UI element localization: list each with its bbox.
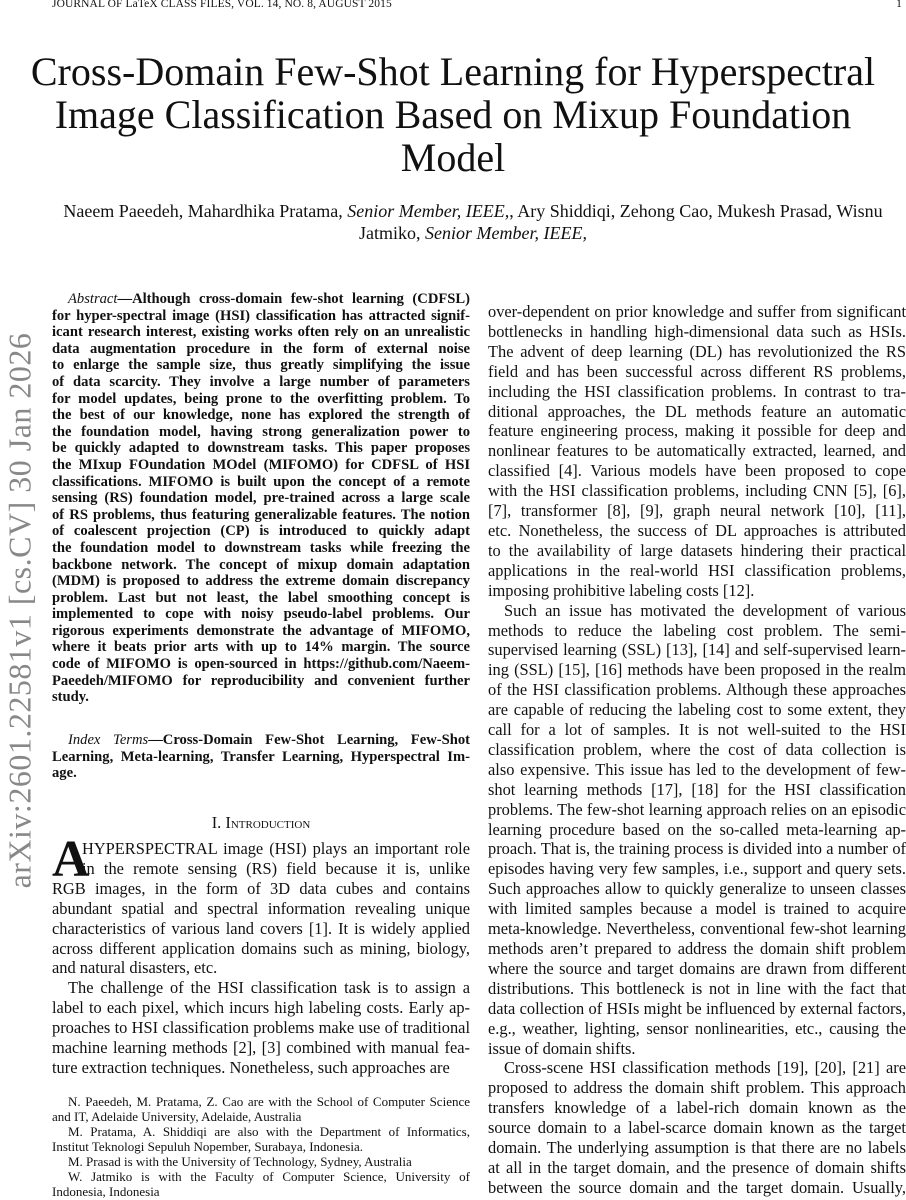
paragraph-line bbox=[488, 521, 906, 541]
line-text: The advent of deep learning (DL) has revolutionized the RS bbox=[488, 341, 906, 361]
line-text: proaches to HSI classification problems make use of traditional bbox=[52, 1018, 470, 1038]
line-text: rigorous experiments demonstrate the advantage of MIFOMO, bbox=[52, 622, 470, 639]
title-line: Image Classification Based on Mixup Foundation bbox=[54, 92, 852, 137]
line-text: learning procedure based on the so-called meta-learning ap- bbox=[488, 819, 906, 839]
line-text: sensing (RS) foundation model, pre-trained across a large scale bbox=[52, 490, 470, 507]
line-text: where it beats prior arts with up to 14% margin. The source bbox=[52, 639, 470, 656]
line-text: issue of domain shifts. bbox=[488, 1038, 636, 1058]
paragraph-line bbox=[488, 441, 906, 461]
abstract-line bbox=[52, 507, 470, 524]
page-number: 1 bbox=[896, 0, 902, 10]
line-text: transfers knowledge of a label-rich domain known as the bbox=[488, 1098, 906, 1118]
abstract-line bbox=[52, 357, 470, 374]
line-text: characteristics of various land covers [1]. It is widely applied bbox=[52, 918, 470, 938]
line-text: N. Paeedeh, M. Pratama, Z. Cao are with the School of Computer Science bbox=[68, 1094, 470, 1109]
line-text: —Although cross-domain few-shot learning (CDFSL) bbox=[117, 291, 470, 307]
abstract-line bbox=[52, 623, 470, 640]
paragraph-line bbox=[52, 1058, 470, 1078]
authors-text: , Ary Shiddiqi, Zehong Cao, Mukesh Prasad, Wisnu bbox=[509, 201, 883, 221]
paragraph-line bbox=[52, 998, 470, 1018]
line-text: data collection of HSIs might be influenced by external factors, bbox=[488, 998, 906, 1018]
line-text: episodes having very few samples, i.e., support and query sets. bbox=[488, 859, 906, 879]
line-text: the foundation model, having strong generalization power to bbox=[52, 423, 470, 440]
paragraph-line bbox=[488, 899, 906, 919]
line-text: proach. That is, the training process is divided into a number of bbox=[488, 839, 906, 859]
paragraph-line bbox=[488, 561, 906, 581]
line-text: data augmentation procedure in the form of external noise bbox=[52, 340, 470, 357]
arxiv-stamp: arXiv:2601.22581v1 [cs.CV] 30 Jan 2026 bbox=[1, 332, 38, 889]
paragraph-line bbox=[488, 1118, 906, 1138]
line-text: of RS problems, thus featuring generalizable features. The notion bbox=[52, 506, 470, 523]
line-text: classification problem, where the cost of data collection is bbox=[488, 739, 906, 759]
author-membership: Senior Member, IEEE, bbox=[425, 223, 587, 243]
line-text: methods to reduce the labeling cost problem. The semi- bbox=[488, 620, 906, 640]
line-text: nonlinear features to be automatically extracted, learned, and bbox=[488, 441, 906, 461]
line-text: supervised learning (SSL) [13], [14] and self-supervised learn- bbox=[488, 640, 906, 660]
abstract-line bbox=[52, 523, 470, 540]
line-text: ing (SSL) [15], [16] methods have been proposed in the realm bbox=[488, 660, 906, 680]
line-text: e.g., weather, lighting, sensor nonlinearities, etc., causing the bbox=[488, 1018, 906, 1038]
line-text: applications in the real-world HSI classification problems, bbox=[488, 560, 906, 580]
line-text: for model updates, being prone to the overfitting problem. To bbox=[52, 390, 470, 407]
title-line: Model bbox=[400, 135, 506, 180]
line-text: domain. The underlying assumption is that there are no labels bbox=[488, 1138, 906, 1158]
line-text: between the source domain and the target domain. Usually, bbox=[488, 1177, 906, 1197]
paragraph-line bbox=[488, 1158, 906, 1178]
paragraph-line bbox=[52, 958, 470, 978]
paragraph-line bbox=[488, 740, 906, 760]
line-text: to the availability of large datasets hindering their practical bbox=[488, 540, 906, 560]
paragraph-line bbox=[488, 461, 906, 481]
line-text: icant research interest, existing works often rely on an unrealistic bbox=[52, 324, 470, 341]
paragraph-line bbox=[82, 859, 470, 879]
paragraph-line bbox=[488, 640, 906, 660]
line-text: field and has been successful across different RS problems, bbox=[488, 361, 906, 381]
line-text: ture extraction techniques. Nonetheless, such approaches are bbox=[52, 1057, 450, 1077]
abstract-line bbox=[52, 573, 470, 590]
abstract-line bbox=[52, 291, 470, 308]
section-number: I. bbox=[211, 813, 226, 832]
abstract-line bbox=[52, 590, 470, 607]
paragraph-line bbox=[488, 302, 906, 322]
line-text: at all in the target domain, and the presence of domain shifts bbox=[488, 1157, 906, 1177]
paragraph-line bbox=[52, 919, 470, 939]
paragraph-line bbox=[488, 342, 906, 362]
line-text: etc. Nonetheless, the success of DL approaches is attributed bbox=[488, 520, 906, 540]
paragraph-line bbox=[488, 680, 906, 700]
paragraph-line bbox=[488, 700, 906, 720]
paragraph-line bbox=[52, 1038, 470, 1058]
footnote-line bbox=[52, 1169, 470, 1184]
paragraph-line bbox=[488, 999, 906, 1019]
abstract-line bbox=[52, 474, 470, 491]
abstract-line bbox=[52, 673, 470, 690]
line-text: —Cross-Domain Few-Shot Learning, Few-Shot bbox=[148, 732, 470, 748]
footnote-line bbox=[52, 1109, 470, 1124]
paragraph-line bbox=[52, 879, 470, 899]
abstract-line bbox=[52, 391, 470, 408]
line-text: of the HSI classification problems. Although these approaches bbox=[488, 680, 906, 700]
paragraph-line bbox=[488, 421, 906, 441]
index_terms-label: Index Terms bbox=[68, 732, 149, 748]
paragraph-line bbox=[488, 720, 906, 740]
abstract-line bbox=[52, 374, 470, 391]
footnote-line bbox=[52, 1184, 470, 1199]
abstract-line bbox=[52, 324, 470, 341]
line-text: methods aren’t prepared to address the domain shift problem bbox=[488, 939, 906, 958]
line-text: (MDM) is proposed to address the extreme domain discrepancy bbox=[52, 573, 470, 590]
line-text: to enlarge the sample size, thus greatly simplifying the issue bbox=[52, 357, 470, 374]
paragraph-line bbox=[488, 800, 906, 820]
paragraph-line bbox=[488, 839, 906, 859]
line-text: abundant spatial and spectral information revealing unique bbox=[52, 898, 470, 918]
paragraph-line bbox=[488, 879, 906, 899]
drop-cap: A bbox=[52, 831, 90, 888]
abstract-line bbox=[52, 606, 470, 623]
line-text: imposing prohibitive labeling costs [12]. bbox=[488, 580, 755, 600]
paragraph-line bbox=[488, 1078, 906, 1098]
abstract-line bbox=[52, 689, 470, 706]
line-text: Indonesia, Indonesia bbox=[52, 1184, 160, 1199]
paragraph-line bbox=[488, 959, 906, 979]
line-text: with the HSI classification problems, including CNN [5], [6], bbox=[488, 481, 906, 501]
abstract-line bbox=[52, 490, 470, 507]
paragraph-line bbox=[488, 1039, 906, 1059]
line-text: for hyper-spectral image (HSI) classification has attracted signif- bbox=[52, 307, 470, 324]
paragraph-line bbox=[488, 621, 906, 641]
line-text: implemented to cope with noisy pseudo-label problems. Our bbox=[52, 606, 470, 623]
paragraph-line bbox=[488, 1058, 906, 1078]
paragraph-line bbox=[488, 859, 906, 879]
line-text: Learning, Meta-learning, Transfer Learning, Hyperspectral Im- bbox=[52, 748, 470, 765]
title-line: Cross-Domain Few-Shot Learning for Hyperspectral bbox=[30, 49, 876, 94]
line-text: the MIxup FOundation MOdel (MIFOMO) for CDFSL of HSI bbox=[52, 456, 470, 473]
index_terms-line bbox=[52, 749, 470, 766]
line-text: [7], transformer [8], [9], graph neural network [10], [11], bbox=[488, 501, 906, 521]
footnote-line bbox=[52, 1154, 470, 1169]
line-text: be quickly adapted to downstream tasks. This paper proposes bbox=[52, 440, 470, 457]
abstract-line bbox=[52, 540, 470, 557]
line-text: of data scarcity. They involve a large number of parameters bbox=[52, 373, 470, 390]
paragraph-line bbox=[488, 402, 906, 422]
right-column bbox=[488, 302, 906, 1198]
author-list bbox=[40, 200, 906, 244]
line-text: including the HSI classification problems. In contrast to tra- bbox=[488, 381, 906, 401]
paragraph-line bbox=[52, 939, 470, 959]
line-text: age. bbox=[52, 765, 77, 782]
index-terms bbox=[52, 732, 470, 782]
paragraph-line bbox=[488, 979, 906, 999]
author-membership: Senior Member, IEEE, bbox=[347, 201, 510, 221]
introduction-text bbox=[52, 831, 470, 1078]
paragraph-line bbox=[488, 660, 906, 680]
paragraph-line bbox=[488, 1138, 906, 1158]
line-text: and natural disasters, etc. bbox=[52, 958, 218, 978]
paragraph-line bbox=[488, 760, 906, 780]
line-text: Paeedeh/MIFOMO for reproducibility and convenient further bbox=[52, 672, 470, 689]
paragraph-line bbox=[488, 382, 906, 402]
paragraph-line bbox=[488, 820, 906, 840]
line-text: call for a lot of samples. It is not well-suited to the HSI bbox=[488, 720, 906, 740]
line-text: meta-knowledge. Nevertheless, conventional few-shot learning bbox=[488, 919, 906, 939]
line-text: M. Prasad is with the University of Technology, Sydney, Australia bbox=[68, 1154, 412, 1169]
line-text: problems. The few-shot learning approach relies on an episodic bbox=[488, 799, 906, 819]
line-text: across different application domains such as mining, biology, bbox=[52, 938, 470, 958]
line-text: The challenge of the HSI classification task is to assign a bbox=[68, 978, 470, 998]
abstract-label: Abstract bbox=[68, 291, 118, 307]
line-text: and IT, Adelaide University, Adelaide, Australia bbox=[52, 1109, 302, 1124]
paragraph-line bbox=[488, 601, 906, 621]
line-text: Cross-scene HSI classification methods [19], [20], [21] are bbox=[504, 1058, 906, 1078]
footnotes bbox=[52, 1094, 470, 1199]
paragraph-line bbox=[488, 919, 906, 939]
line-text: also expensive. This issue has led to the development of few- bbox=[488, 759, 906, 779]
paragraph-line bbox=[488, 362, 906, 382]
line-text: the foundation model to downstream tasks while freezing the bbox=[52, 539, 470, 556]
index_terms-line bbox=[52, 732, 470, 749]
abstract-line bbox=[52, 656, 470, 673]
line-text: machine learning methods [2], [3] combined with manual fea- bbox=[52, 1038, 470, 1058]
authors-text: Naeem Paeedeh, Mahardhika Pratama, bbox=[63, 201, 348, 221]
line-text: M. Pratama, A. Shiddiqi are also with the Department of Informatics, bbox=[68, 1124, 470, 1139]
line-text: W. Jatmiko is with the Faculty of Computer Science, University of bbox=[68, 1169, 470, 1184]
authors-text: Jatmiko, bbox=[359, 223, 426, 243]
footnote-line bbox=[52, 1094, 470, 1109]
line-text: classified [4]. Various models have been proposed to cope bbox=[488, 461, 906, 481]
line-text: source domain to a label-scarce domain known as the target bbox=[488, 1118, 906, 1138]
index_terms-line bbox=[52, 765, 470, 782]
line-text: are capable of reducing the labeling cost to some extent, they bbox=[488, 700, 906, 720]
line-text: Such approaches allow to quickly generalize to unseen classes bbox=[488, 879, 906, 899]
running-header: JOURNAL OF LaTeX CLASS FILES, VOL. 14, NO. 8, AUGUST 2015 bbox=[52, 0, 392, 10]
paper-title bbox=[0, 50, 906, 179]
abstract-line bbox=[52, 407, 470, 424]
abstract-line bbox=[52, 639, 470, 656]
line-text: over-dependent on prior knowledge and suffer from significant bbox=[488, 302, 906, 321]
paragraph-line bbox=[488, 780, 906, 800]
abstract-line bbox=[52, 440, 470, 457]
footnote-line bbox=[52, 1124, 470, 1139]
abstract bbox=[52, 291, 470, 706]
line-text: where the source and target domains are drawn from different bbox=[488, 958, 906, 978]
line-text: study. bbox=[52, 689, 89, 706]
abstract-line bbox=[52, 341, 470, 358]
line-text: Such an issue has motivated the development of various bbox=[504, 600, 906, 620]
line-text: bottlenecks in handling high-dimensional data such as HSIs. bbox=[488, 321, 906, 341]
line-text: label to each pixel, which incurs high labeling costs. Early ap- bbox=[52, 998, 470, 1018]
paragraph-line bbox=[52, 899, 470, 919]
paragraph-line bbox=[488, 1178, 906, 1198]
line-text: RGB images, in the form of 3D data cubes and contains bbox=[52, 878, 470, 898]
line-text: of coalescent projection (CP) is introduced to quickly adapt bbox=[52, 523, 470, 540]
abstract-line bbox=[52, 457, 470, 474]
paragraph-line bbox=[488, 322, 906, 342]
footnote-line bbox=[52, 1139, 470, 1154]
paragraph-line bbox=[52, 978, 470, 998]
section-heading bbox=[52, 813, 470, 833]
abstract-line bbox=[52, 424, 470, 441]
line-text: distributions. This bottleneck is not in line with the fact that bbox=[488, 978, 906, 998]
line-text: with limited samples because a model is trained to acquire bbox=[488, 899, 906, 919]
paragraph-line bbox=[82, 839, 470, 859]
line-text: feature engineering process, making it possible for deep and bbox=[488, 421, 906, 441]
line-text: shot learning methods [17], [18] for the HSI classification bbox=[488, 779, 906, 799]
paragraph-line bbox=[488, 541, 906, 561]
line-text: Institut Teknologi Sepuluh Nopember, Surabaya, Indonesia. bbox=[52, 1139, 363, 1154]
line-text: classifications. MIFOMO is built upon the concept of a remote bbox=[52, 473, 470, 490]
line-text: in the remote sensing (RS) field because it is, unlike bbox=[82, 858, 470, 878]
line-text: code of MIFOMO is open-sourced in https://github.com/Naeem- bbox=[52, 656, 470, 673]
paragraph-line bbox=[488, 1098, 906, 1118]
paragraph-line bbox=[488, 581, 906, 601]
line-text: problem. Last but not least, the label smoothing concept is bbox=[52, 589, 470, 606]
line-text: backbone network. The concept of mixup domain adaptation bbox=[52, 556, 470, 573]
paragraph-line bbox=[488, 1019, 906, 1039]
line-text: the best of our knowledge, none has explored the strength of bbox=[52, 407, 470, 424]
section-title: Introduction bbox=[225, 813, 311, 832]
paragraph-line bbox=[52, 1018, 470, 1038]
paragraph-line bbox=[488, 939, 906, 959]
line-text: proposed to address the domain shift problem. This approach bbox=[488, 1078, 906, 1098]
line-text: ditional approaches, the DL methods feature an automatic bbox=[488, 401, 906, 421]
abstract-line bbox=[52, 557, 470, 574]
line-text: HYPERSPECTRAL image (HSI) plays an important role bbox=[82, 839, 470, 858]
paragraph-line bbox=[488, 501, 906, 521]
paragraph-line bbox=[488, 481, 906, 501]
abstract-line bbox=[52, 308, 470, 325]
